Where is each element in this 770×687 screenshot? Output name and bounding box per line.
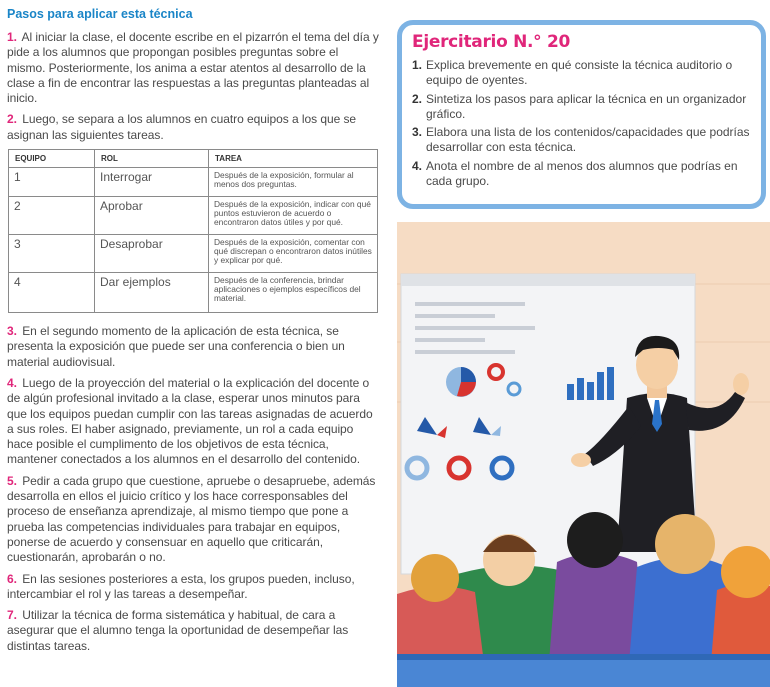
exercise-number: 2.: [412, 91, 423, 106]
table-row: [9, 273, 378, 313]
audience-head: [655, 514, 715, 574]
pie-chart-icon: [446, 367, 476, 397]
cell-tarea: Después de la exposición, formular al menos dos preguntas.: [209, 168, 378, 197]
team-tasks-table: [8, 149, 378, 313]
table-row: [9, 168, 378, 197]
cell-rol: Desaprobar: [95, 235, 209, 273]
exercise-number: 3.: [412, 125, 423, 140]
table-row: [9, 235, 378, 273]
cell-rol: Dar ejemplos: [95, 273, 209, 313]
presenter-right-hand: [733, 373, 749, 395]
cell-equipo: 3: [9, 235, 95, 273]
header-tarea: TAREA: [209, 150, 378, 168]
exercise-box: [397, 20, 766, 209]
exercise-text: Elabora una lista de los contenidos/capacidades que podrías desarrollar con esta técnica.: [426, 125, 750, 155]
exercise-text: Sintetiza los pasos para aplicar la técnica en un organizador gráfico.: [426, 91, 747, 121]
step-text: Pedir a cada grupo que cuestione, apruebe o desapruebe, además desarrolla en ellos el juicio crítico y los hace corresponsables del proceso de enseñanza aprendizaje, al mismo tiempo que pone a prueba las competencias individuales para trabajar en equipos, ponerse de acuerdo y consensuar en aquello que criticarán, cuestionarán, aprobarán o no.: [7, 473, 376, 565]
step-7: [7, 608, 379, 654]
exercise-list: [412, 58, 751, 189]
step-6: [7, 572, 379, 603]
step-number: 3.: [7, 324, 17, 339]
header-equipo: EQUIPO: [9, 150, 95, 168]
step-1: [7, 30, 379, 106]
step-text: Utilizar la técnica de forma sistemática y habitual, de cara a asegurar que el alumno tenga la oportunidad de desempeñar las distintas tareas.: [7, 608, 349, 653]
exercise-text: Anota el nombre de al menos dos alumnos que podrías en cada grupo.: [426, 158, 738, 189]
step-3: [7, 324, 379, 370]
presentation-illustration: [397, 222, 770, 687]
step-number: 2.: [7, 112, 17, 127]
presenter-left-hand: [571, 453, 591, 467]
table-row: [9, 197, 378, 235]
header-rol: ROL: [95, 150, 209, 168]
cell-tarea: Después de la exposición, comentar con qué discrepan o encontraron datos inútiles y explicar por qué.: [209, 235, 378, 273]
step-5: [7, 474, 379, 566]
step-number: 5.: [7, 473, 17, 488]
exercise-item: [412, 159, 751, 190]
seat-edge: [397, 654, 770, 660]
steps-column: [7, 7, 379, 660]
audience-head: [411, 554, 459, 602]
cell-equipo: 1: [9, 168, 95, 197]
cell-tarea: Después de la exposición, indicar con qué puntos estuvieron de acuerdo o encontraron datos útiles y por qué.: [209, 197, 378, 235]
step-4: [7, 376, 379, 468]
exercise-item: [412, 125, 751, 156]
cell-rol: Aprobar: [95, 197, 209, 235]
step-2: [7, 112, 379, 143]
exercise-number: 4.: [412, 158, 423, 173]
step-number: 4.: [7, 375, 17, 390]
audience-head: [567, 512, 623, 568]
step-number: 7.: [7, 608, 17, 623]
presenter-with-audience-image: [397, 222, 770, 687]
table-header-row: [9, 150, 378, 168]
step-text: En las sesiones posteriores a esta, los grupos pueden, incluso, intercambiar el rol y las tareas a desempeñar.: [7, 571, 355, 601]
step-text: En el segundo momento de la aplicación de esta técnica, se presenta la exposición que puede ser una conferencia o bien un material audiovisual.: [7, 324, 345, 369]
cell-equipo: 4: [9, 273, 95, 313]
step-text: Luego de la proyección del material o la explicación del docente o de algún profesional invitado a la clase, esperar unos minutos para que los equipos puedan cumplir con las tareas asignadas de acuerdo a sus roles. El haber asignado, previamente, un rol a cada equipo hace posible el cumplimento de los objetivos de esta técnica, mantener conectados a los alumnos en el desarrollo del contenido.: [7, 375, 373, 467]
step-text: Al iniciar la clase, el docente escribe en el pizarrón el tema del día y pide a los alumnos que propongan posibles preguntas sobre el mismo. Posteriormente, los anima a estar atentos al desarrollo de la clase a fin de encontrar las respuestas a las preguntas planteadas al inicio.: [7, 30, 379, 106]
step-number: 1.: [7, 30, 17, 44]
cell-tarea: Después de la conferencia, brindar aplicaciones o ejemplos específicos del material.: [209, 273, 378, 313]
exercise-text: Explica brevemente en qué consiste la técnica auditorio o equipo de oyentes.: [426, 58, 733, 88]
step-number: 6.: [7, 571, 17, 586]
cell-rol: Interrogar: [95, 168, 209, 197]
cell-equipo: 2: [9, 197, 95, 235]
exercise-item: [412, 58, 751, 89]
section-title: Pasos para aplicar esta técnica: [7, 7, 193, 21]
exercise-item: [412, 92, 751, 123]
exercise-number: 1.: [412, 58, 423, 72]
screen-top-bar: [401, 274, 695, 286]
exercise-title: Ejercitario N.° 20: [412, 32, 571, 52]
step-text: Luego, se separa a los alumnos en cuatro equipos a los que se asignan las siguientes tareas.: [7, 112, 357, 142]
